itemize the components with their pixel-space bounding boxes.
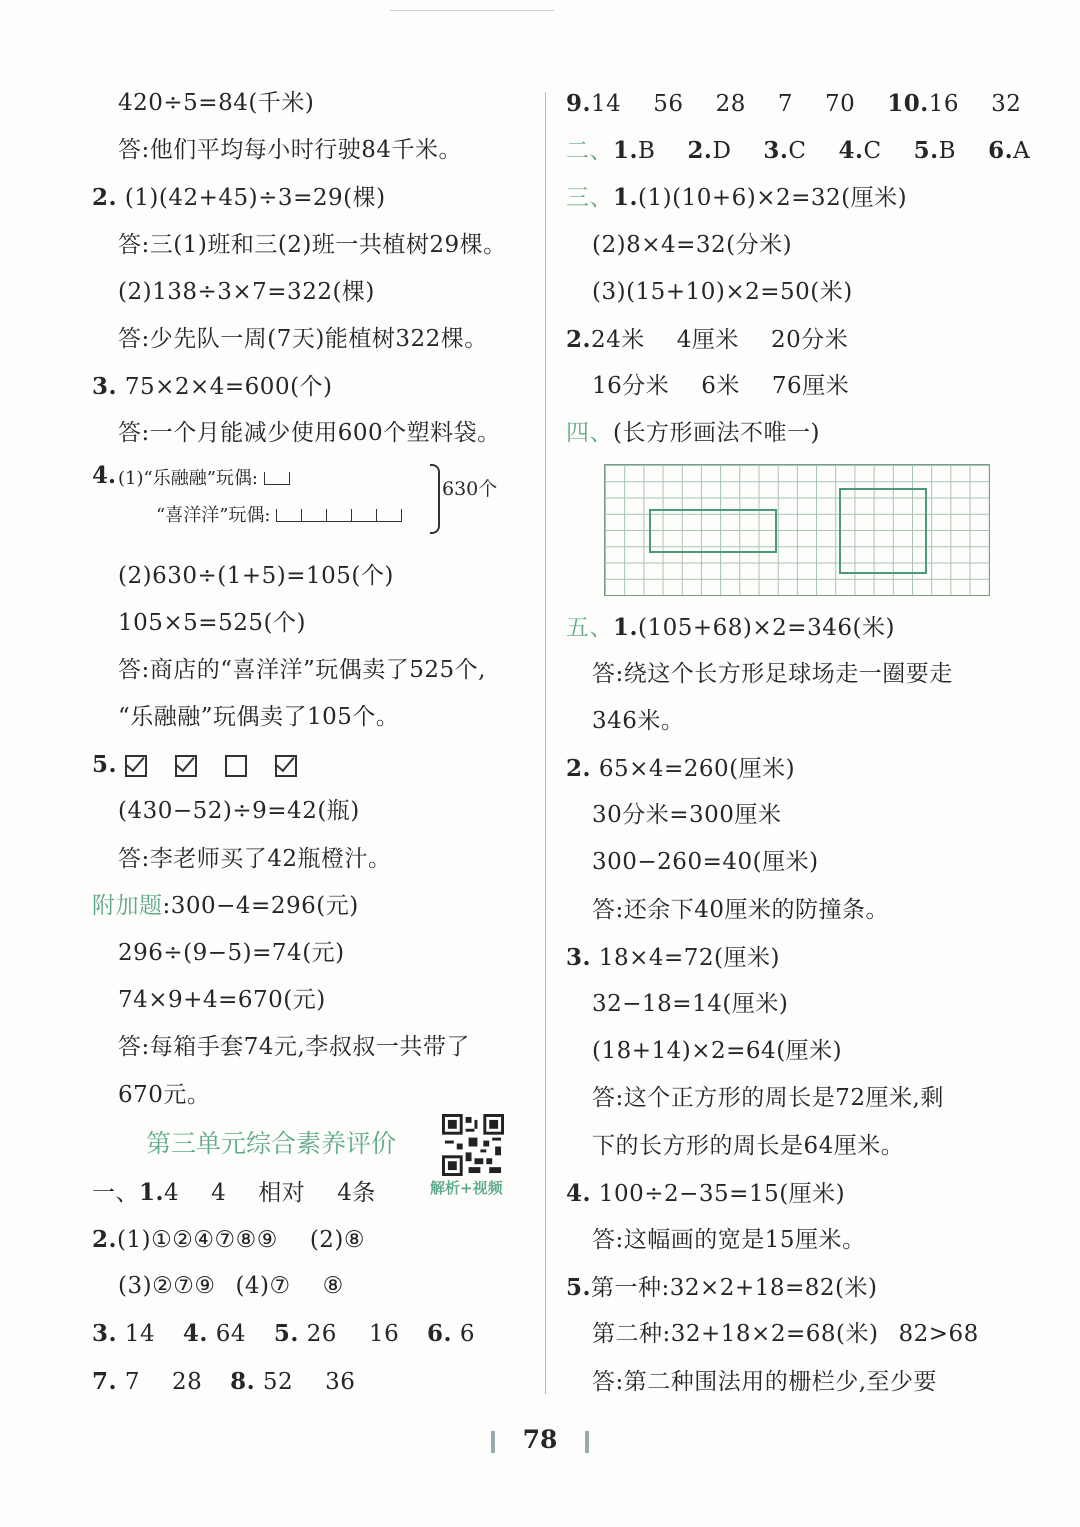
question-number: 3. xyxy=(92,373,118,401)
segment-unit xyxy=(276,509,302,522)
question-2 xyxy=(92,174,532,221)
question-number: 3. xyxy=(763,137,789,165)
qr-label: 解析+视频 xyxy=(430,1178,503,1197)
segment-unit xyxy=(327,509,352,522)
answer-line: (2)138÷3×7=322(棵) xyxy=(118,278,375,305)
answer-line: 296÷(9−5)=74(元) xyxy=(118,940,345,966)
question-number: 1. xyxy=(139,1178,165,1206)
segment-unit xyxy=(302,509,327,522)
answer-line xyxy=(566,363,1006,410)
empty-box xyxy=(225,755,247,777)
question-number: 1. xyxy=(613,184,639,212)
part3-q2 xyxy=(566,316,1006,363)
part5-q2 xyxy=(566,745,1006,792)
answer-value: 36 xyxy=(325,1368,356,1395)
question-number: 6. xyxy=(427,1320,453,1348)
footer-ornament-icon xyxy=(585,1431,589,1453)
question-number: 3. xyxy=(92,1320,118,1348)
answer-value: 16 xyxy=(368,1321,400,1348)
question-number: 1. xyxy=(613,613,639,641)
answer-value: 4厘米 xyxy=(676,326,739,353)
question-number: 2. xyxy=(687,137,713,165)
answer-value: 28 xyxy=(171,1368,203,1395)
answer-text: :300−4=296(元) xyxy=(162,892,359,919)
question-number: 2. xyxy=(92,1225,118,1253)
answer-line xyxy=(92,1263,532,1310)
question-number: 5. xyxy=(566,1274,592,1302)
answer-value: 7 xyxy=(777,91,793,117)
answer-value: 56 xyxy=(653,91,684,117)
answer-value: B xyxy=(938,138,957,165)
answer-text: (长方形画法不唯一) xyxy=(613,420,820,447)
question-number: 8. xyxy=(230,1367,256,1395)
answer-line: 30分米=300厘米 xyxy=(592,802,782,829)
line-segment-diagram xyxy=(92,458,532,553)
answer-line: 答:商店的“喜洋洋”玩偶卖了525个, xyxy=(118,656,486,683)
answer-line xyxy=(566,1311,1006,1358)
answer-value: (3)②⑦⑨ xyxy=(118,1273,216,1300)
answer-line: 答:这幅画的宽是15厘米。 xyxy=(592,1226,866,1253)
question-number: 4. xyxy=(566,1179,592,1207)
question-number: 4. xyxy=(838,137,864,165)
answer-line: 答:绕这个长方形足球场走一圈要走 xyxy=(592,660,953,687)
unit3-part1-q3-6 xyxy=(92,1310,532,1357)
question-5 xyxy=(92,741,532,788)
part1-q9-10 xyxy=(566,80,1022,127)
category-label: 一、 xyxy=(92,1179,139,1206)
answer-line: 420÷5=84(千米) xyxy=(118,90,315,116)
answer-value: 14 xyxy=(124,1321,156,1348)
answer-line: 74×9+4=670(元) xyxy=(118,987,326,1014)
answer-value: C xyxy=(863,138,882,165)
drawn-rectangle xyxy=(839,488,927,574)
answer-value: 6米 xyxy=(701,373,740,400)
answer-value: 52 xyxy=(262,1368,294,1395)
diagram-row-lerongrong xyxy=(118,464,290,490)
question-number: 2. xyxy=(566,325,592,353)
answer-line: 32−18=14(厘米) xyxy=(592,991,789,1017)
question-number: 7. xyxy=(92,1367,118,1395)
checked-box xyxy=(125,755,147,777)
answer-value: 64 xyxy=(215,1321,247,1348)
answer-value: (2)⑧ xyxy=(309,1226,366,1253)
answer-line: 答:还余下40厘米的防撞条。 xyxy=(592,896,890,923)
question-number: 1. xyxy=(613,137,639,165)
answer-value: 26 xyxy=(306,1321,337,1348)
part5-q3 xyxy=(566,934,1006,981)
question-number: 5. xyxy=(273,1320,299,1348)
answer-text: 65×4=260(厘米) xyxy=(598,756,796,783)
answer-value: 76厘米 xyxy=(771,373,850,400)
drawn-rectangle xyxy=(649,509,777,553)
question-number: 9. xyxy=(566,90,592,117)
unit3-part1-q7-8 xyxy=(92,1358,532,1405)
brace xyxy=(430,464,440,534)
answer-line: 答:他们平均每小时行驶84千米。 xyxy=(118,137,463,164)
left-column xyxy=(92,80,532,1405)
answer-value: 32 xyxy=(991,91,1022,117)
answer-text: 第二种:32+18×2=68(米) xyxy=(592,1321,879,1348)
diagram-row-xiyangyang xyxy=(156,501,402,527)
question-number: 5. xyxy=(913,137,939,165)
answer-text: 100÷2−35=15(厘米) xyxy=(598,1180,846,1207)
answer-line: (3)(15+10)×2=50(米) xyxy=(592,278,853,305)
category-label: 二、 xyxy=(566,138,613,165)
section-title-text: 第三单元综合素养评价 xyxy=(146,1128,397,1158)
answer-text: 82>68 xyxy=(898,1321,979,1348)
answer-text: (105+68)×2=346(米) xyxy=(638,614,895,641)
column-divider xyxy=(545,92,546,1394)
category-label: 四、 xyxy=(566,420,613,447)
answer-value: 14 xyxy=(591,91,622,117)
question-3 xyxy=(92,363,532,410)
part4-header xyxy=(566,410,1006,457)
category-label: 三、 xyxy=(566,185,613,212)
checked-box xyxy=(275,755,297,777)
category-label: 五、 xyxy=(566,614,613,641)
answer-value: C xyxy=(788,138,807,165)
answer-value: D xyxy=(712,138,732,165)
answer-text: 18×4=72(厘米) xyxy=(598,944,780,971)
diagram-label: “喜洋洋”玩偶: xyxy=(156,504,271,526)
answer-value: 28 xyxy=(715,91,746,117)
qr-code-icon[interactable] xyxy=(442,1114,504,1176)
question-number: 5. xyxy=(92,751,118,779)
answer-line: 答:少先队一周(7天)能植树322棵。 xyxy=(118,325,488,352)
answer-value: 70 xyxy=(825,91,856,117)
answer-line: 300−260=40(厘米) xyxy=(592,849,819,876)
answer-value: 4 xyxy=(164,1179,180,1206)
diagram-label: (1)“乐融融”玩偶: xyxy=(118,467,258,489)
answer-line: “乐融融”玩偶卖了105个。 xyxy=(118,704,400,731)
question-number: 6. xyxy=(988,137,1014,165)
question-number: 2. xyxy=(92,184,118,212)
answer-line: 346米。 xyxy=(592,707,685,734)
page-footer xyxy=(0,1425,1080,1454)
answer-line: 答:三(1)班和三(2)班一共植树29棵。 xyxy=(118,231,507,258)
answer-value: 20分米 xyxy=(770,326,849,353)
answer-value: 7 xyxy=(124,1368,140,1395)
answer-value: 16 xyxy=(928,91,960,117)
segment-unit xyxy=(352,509,377,522)
segment-unit xyxy=(377,509,402,522)
part5-q1 xyxy=(566,604,1006,651)
answer-value: A xyxy=(1013,138,1031,165)
question-number: 10. xyxy=(887,90,929,117)
answer-text: (1)(42+45)÷3=29(棵) xyxy=(124,185,386,212)
diagram-total: 630个 xyxy=(442,477,498,500)
answer-value: 4 xyxy=(211,1179,227,1206)
checked-box xyxy=(175,755,197,777)
answer-line: 105×5=525(个) xyxy=(118,609,306,636)
answer-value: (4)⑦ xyxy=(235,1273,291,1300)
unit3-part1-q2 xyxy=(92,1216,532,1263)
answer-text: 75×2×4=600(个) xyxy=(124,374,333,401)
answer-value: (1)①②④⑦⑧⑨ xyxy=(117,1226,278,1253)
bonus-label: 附加题 xyxy=(92,892,163,919)
bonus-question xyxy=(92,883,532,930)
answer-line: 下的长方形的周长是64厘米。 xyxy=(592,1132,905,1159)
answer-value: 4条 xyxy=(337,1179,376,1206)
answer-value: B xyxy=(638,138,656,165)
answer-line: (18+14)×2=64(厘米) xyxy=(592,1038,843,1065)
part5-q4 xyxy=(566,1170,1006,1217)
answer-text: (1)(10+6)×2=32(厘米) xyxy=(638,185,908,212)
answer-line: 答:李老师买了42瓶橙汁。 xyxy=(118,845,392,872)
answer-line: 答:每箱手套74元,李叔叔一共带了 xyxy=(118,1034,470,1061)
answer-line: 答:一个月能减少使用600个塑料袋。 xyxy=(118,420,501,447)
top-rule xyxy=(390,10,554,11)
part2-choices xyxy=(566,127,1031,174)
drawing-grid xyxy=(604,464,990,596)
answer-value: 24米 xyxy=(591,326,645,353)
question-number: 2. xyxy=(566,755,592,783)
part5-q5 xyxy=(566,1264,1006,1311)
part3-q1 xyxy=(566,174,1006,221)
answer-line: 答:第二种围法用的栅栏少,至少要 xyxy=(592,1368,938,1395)
page-number: 78 xyxy=(522,1425,558,1454)
question-number: 3. xyxy=(566,943,592,971)
segment-unit xyxy=(264,472,290,485)
answer-line: 670元。 xyxy=(118,1081,211,1108)
answer-value: 6 xyxy=(459,1321,476,1348)
answer-line: 答:这个正方形的周长是72厘米,剩 xyxy=(592,1085,944,1112)
answer-line: (2)8×4=32(分米) xyxy=(592,231,793,258)
answer-line: (430−52)÷9=42(瓶) xyxy=(118,798,360,825)
answer-line: (2)630÷(1+5)=105(个) xyxy=(118,562,394,589)
answer-value: 相对 xyxy=(258,1179,306,1206)
answer-text: 第一种:32×2+18=82(米) xyxy=(591,1275,878,1302)
question-number: 4. xyxy=(182,1320,208,1348)
question-number: 4. xyxy=(92,461,117,489)
answer-value: ⑧ xyxy=(322,1273,344,1300)
right-column xyxy=(566,80,1031,1406)
footer-ornament-icon xyxy=(491,1431,495,1453)
answer-value: 16分米 xyxy=(592,373,670,400)
